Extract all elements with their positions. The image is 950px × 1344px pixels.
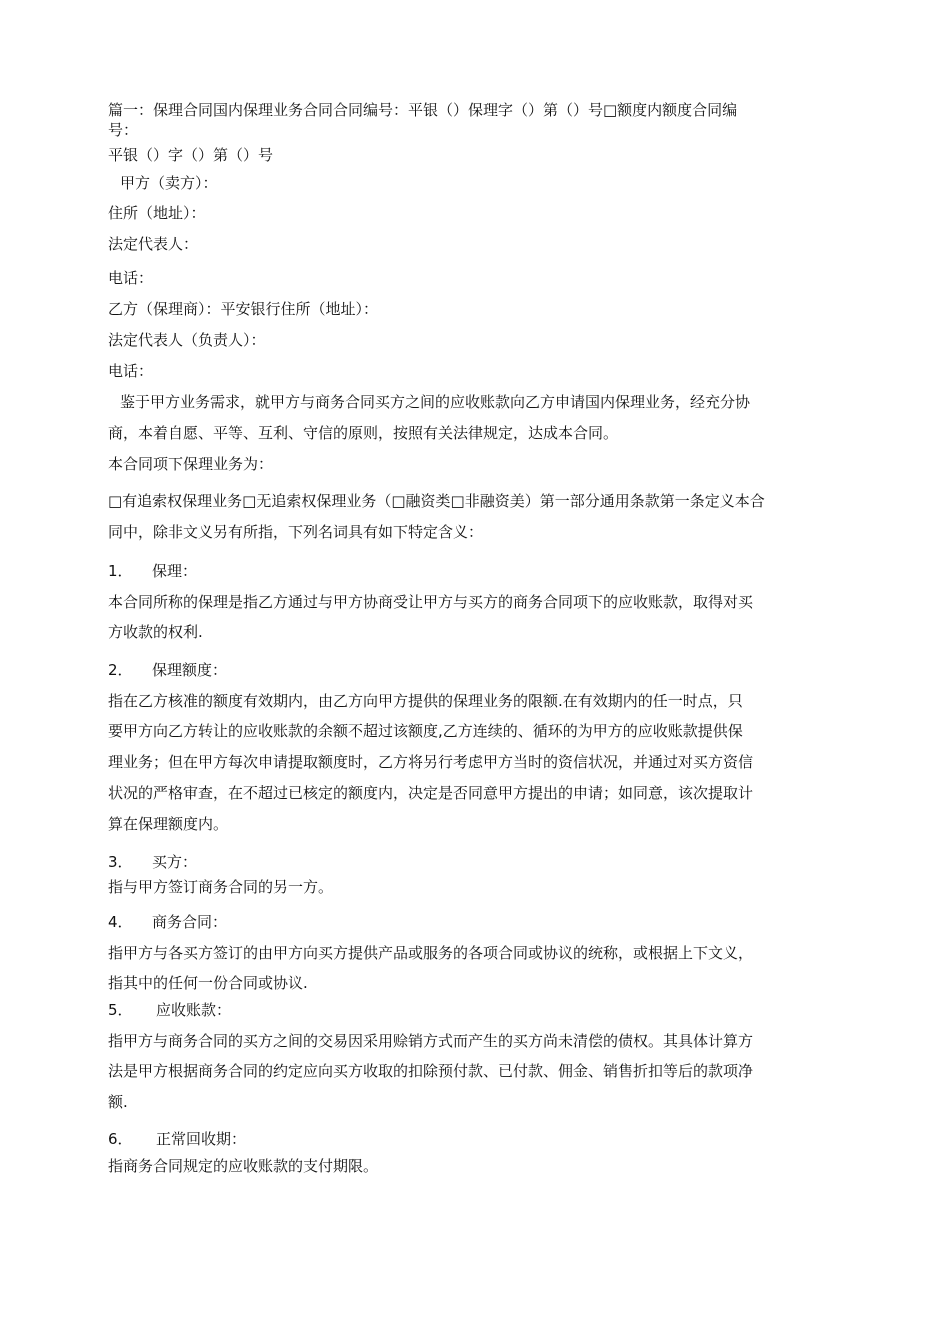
- term-body-line: 状况的严格审查，在不超过已核定的额度内，决定是否同意甲方提出的申请；如同意，该次提取计: [108, 784, 754, 802]
- term-heading: [108, 660, 848, 680]
- term-heading: [108, 852, 848, 872]
- legal-rep-label: 法定代表人：: [108, 235, 199, 253]
- term-title: 保理额度：: [152, 661, 228, 679]
- definition-intro: 同中，除非文义另有所指，下列名词具有如下特定含义：: [108, 523, 484, 541]
- term-heading: [108, 1129, 848, 1149]
- term-body-line: 本合同所称的保理是指乙方通过与甲方协商受让甲方与买方的商务合同项下的应收账款，取得对买: [108, 593, 754, 611]
- term-body-line: 理业务；但在甲方每次申请提取额度时，乙方将另行考虑甲方当时的资信状况，并通过对买方资信: [108, 753, 754, 771]
- term-number: 4．: [108, 913, 133, 931]
- term-body-line: 要甲方向乙方转让的应收账款的余额不超过该额度,乙方连续的、循环的为甲方的应收账款提供保: [108, 722, 743, 740]
- term-heading: [108, 912, 848, 932]
- intro-paragraph-line: 商，本着自愿、平等、互利、守信的原则，按照有关法律规定，达成本合同。: [108, 424, 619, 442]
- heading-line: 篇一：保理合同国内保理业务合同合同编号：平银（）保理字（）第（）号□额度内额度合同编: [108, 101, 738, 119]
- term-number: 2．: [108, 661, 133, 679]
- phone-label: 电话：: [108, 269, 154, 287]
- term-body-line: 指其中的任何一份合同或协议.: [108, 974, 308, 992]
- term-number: 5．: [108, 1001, 133, 1019]
- term-body-line: 指商务合同规定的应收账款的支付期限。: [108, 1157, 379, 1175]
- term-number: 3．: [108, 853, 133, 871]
- term-body-line: 指在乙方核准的额度有效期内，由乙方向甲方提供的保理业务的限额.在有效期内的任一时点，只: [108, 692, 743, 710]
- term-title: 保理：: [152, 562, 198, 580]
- term-body-line: 指甲方与各买方签订的由甲方向买方提供产品或服务的各项合同或协议的统称，或根据上下文义，: [108, 944, 754, 962]
- term-body-line: 算在保理额度内。: [108, 815, 229, 833]
- phone-b-label: 电话：: [108, 362, 154, 380]
- term-body-line: 指与甲方签订商务合同的另一方。: [108, 878, 334, 896]
- term-heading: [108, 561, 848, 581]
- party-b-label: 乙方（保理商）：平安银行住所（地址）：: [108, 300, 379, 318]
- heading-line-cont: 号：: [108, 121, 139, 139]
- term-body-line: 方收款的权利.: [108, 623, 203, 641]
- business-type-title: 本合同项下保理业务为：: [108, 455, 274, 473]
- term-body-line: 额.: [108, 1093, 128, 1111]
- intro-paragraph-line: 鉴于甲方业务需求，就甲方与商务合同买方之间的应收账款向乙方申请国内保理业务，经充分协: [120, 393, 751, 411]
- term-number: 6．: [108, 1130, 133, 1148]
- business-type-options: □有追索权保理业务□无追索权保理业务（□融资类□非融资美）第一部分通用条款第一条定义本合: [108, 492, 765, 510]
- party-a-label: 甲方（卖方）：: [120, 174, 218, 192]
- legal-rep-b-label: 法定代表人（负责人）：: [108, 331, 266, 349]
- term-title: 买方：: [152, 853, 198, 871]
- term-title: 正常回收期：: [156, 1130, 247, 1148]
- term-body-line: 指甲方与商务合同的买方之间的交易因采用赊销方式而产生的买方尚未清偿的债权。其具体计算方: [108, 1032, 754, 1050]
- term-title: 商务合同：: [152, 913, 228, 931]
- term-title: 应收账款：: [156, 1001, 232, 1019]
- term-number: 1．: [108, 562, 133, 580]
- term-body-line: 法是甲方根据商务合同的约定应向买方收取的扣除预付款、已付款、佣金、销售折扣等后的款项净: [108, 1062, 754, 1080]
- term-heading: [108, 1000, 848, 1020]
- contract-number-line: 平银（）字（）第（）号: [108, 146, 274, 164]
- address-label: 住所（地址）：: [108, 204, 206, 222]
